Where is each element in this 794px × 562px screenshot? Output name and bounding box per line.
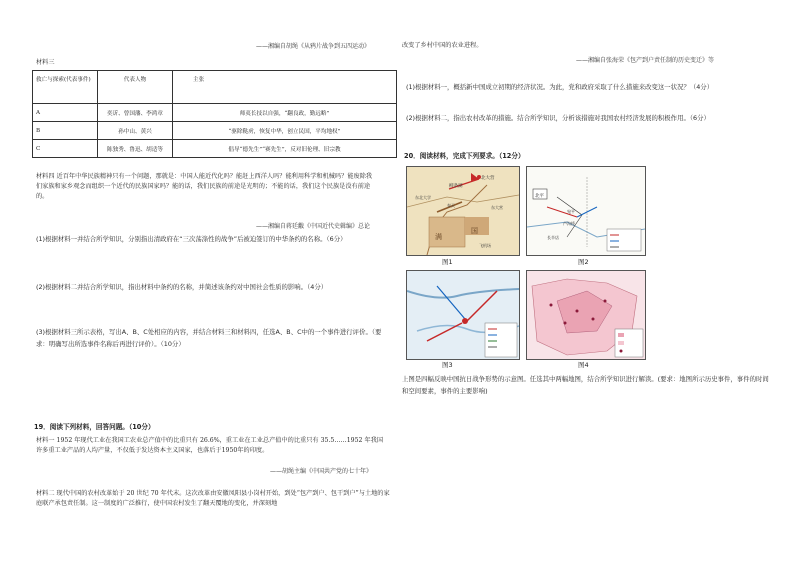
carry-over-text: 改变了乡村中国的农业进程。 [402,42,483,49]
table-row [33,122,397,140]
map2-label: 长辛店 [547,235,559,240]
caption-1: 图1 [442,258,453,266]
map-1 [406,166,520,256]
map1-label: 飞机场 [479,243,491,248]
q19-material1: 材料一 1952 年现代工业在我国工农业总产值中的比重只有 26.6%，重工业在工业总产值中的比重只有 35.5……1952 年我国许多重工业产品的人均产量，不仅低于发达资本主义国家，也落后于1950年的印度。 [36,437,384,454]
caption-4: 图4 [578,361,589,369]
right-source: ——湘编自张海荣《包产到户责任制的历史变迁》等 [576,57,715,64]
map-2 [526,166,646,256]
question-1: (1)根据材料一并结合所学知识，分别指出清政府在“三次荡涤性的战争”后被迫签订的中华条约的名称。（6分） [36,235,347,243]
map2-label: 卢沟桥 [563,221,575,226]
table-header-claim: 主张 [173,71,397,104]
source-top: ——湘编自胡绳《从鸦片战争到五四运动》 [256,43,371,50]
map1-label: 东北大学 [415,195,431,200]
table-cell-people: 陈独秀、鲁迅、胡适等 [98,140,173,158]
map1-label: 奉天 [447,203,455,208]
table-cell-claim: 师夷长技以自强，“翻良政，勤远略” [173,104,397,122]
table-header-people: 代表人物 [98,71,173,104]
map-2-drawing [527,167,645,255]
map-3 [406,270,520,360]
map-4 [526,270,646,360]
table-cell-event: B [33,122,98,140]
caption-2: 图2 [578,258,589,266]
map-3-drawing [407,271,519,359]
question-3: (3)根据材料三所示表格，写出A、B、C处相应的内容，并结合材料三和材料四，任选A、B、C中的一个事件进行评价。（要求：明确写出所选事件名称后再进行评价）。（10分） [36,328,382,348]
map-1-drawing [407,167,519,255]
material3-table [32,70,397,158]
table-cell-people: 奕䜣、曾国藩、李鸿章 [98,104,173,122]
map-4-drawing [527,271,645,359]
table-row [33,104,397,122]
question-20-heading: 20．阅读材料，完成下列要求。（12分） [404,152,525,160]
table-cell-claim: 倡导“德先生”“赛先生”，反对旧伦理、旧宗教 [173,140,397,158]
q19-question-2: (2)根据材料二，指出农村改革的措施。结合所学知识，分析该措施对我国农村经济发展的积极作用。（6分） [406,114,710,122]
material4-source: ——湘编自蒋廷黻《中国近代史辑编》总论 [256,223,371,230]
q19-question-1: (1)根据材料一，概括新中国成立初期的经济状况。为此，党和政府采取了什么措施来改变这一状况？（4分） [406,83,714,91]
q20-instruction: 上图是四幅反映中国抗日战争形势的示意图。任选其中两幅地图，结合所学知识进行解读。(要求：地图所示历史事件，事件的时间和空间要素，事件的主要影响) [402,375,769,395]
map1-label: 国 [471,227,478,235]
map1-label: 北大营 [481,176,495,181]
map1-label: 柳条湖 [449,184,463,189]
table-cell-event: A [33,104,98,122]
map1-label: 东大营 [491,205,503,210]
material4-text: 材料四 近百年中华民族精神只有一个问题，那就是：中国人能近代化吗？能赶上西洋人吗？能利用科学和机械吗？能废除我们家族和家乡观念而组织一个近代的民族国家吗？能的话，我们民族的前途是光明的；不能的话，我们这个民族是没有前途的。 [36,173,373,200]
table-header-event: 救亡与探索(代表事件) [33,71,98,104]
caption-3: 图3 [442,361,453,369]
table-header-row [33,71,397,104]
material3-label: 材料三 [36,59,55,66]
question-2: (2)根据材料二并结合所学知识，指出材料中条约的名称，并简述该条约对中国社会性质的影响。（4分） [36,283,328,291]
q19-material1-source: ——胡绳主编《中国共产党的七十年》 [270,468,373,475]
table-cell-claim: “驱除鞑虏，恢复中华，创立民国，平均地权” [173,122,397,140]
q19-material2: 材料二 现代中国的农村改革始于 20 世纪 70 年代末。这次改革由安徽凤阳县小岗村开始，到处“包产到户、包干到户”与土地的家庭联产承包责任制。这一制度的广泛推行，使中国农村发生了翻天覆地的变化，并深刻地 [36,490,390,507]
map2-label: 宛平 [567,209,575,214]
table-cell-people: 孙中山、黄兴 [98,122,173,140]
table-cell-event: C [33,140,98,158]
question-19-heading: 19．阅读下列材料，回答问题。（10分） [34,423,155,431]
map2-label: 北平 [535,194,544,199]
table-row [33,140,397,158]
map1-label: 满 [435,233,442,241]
